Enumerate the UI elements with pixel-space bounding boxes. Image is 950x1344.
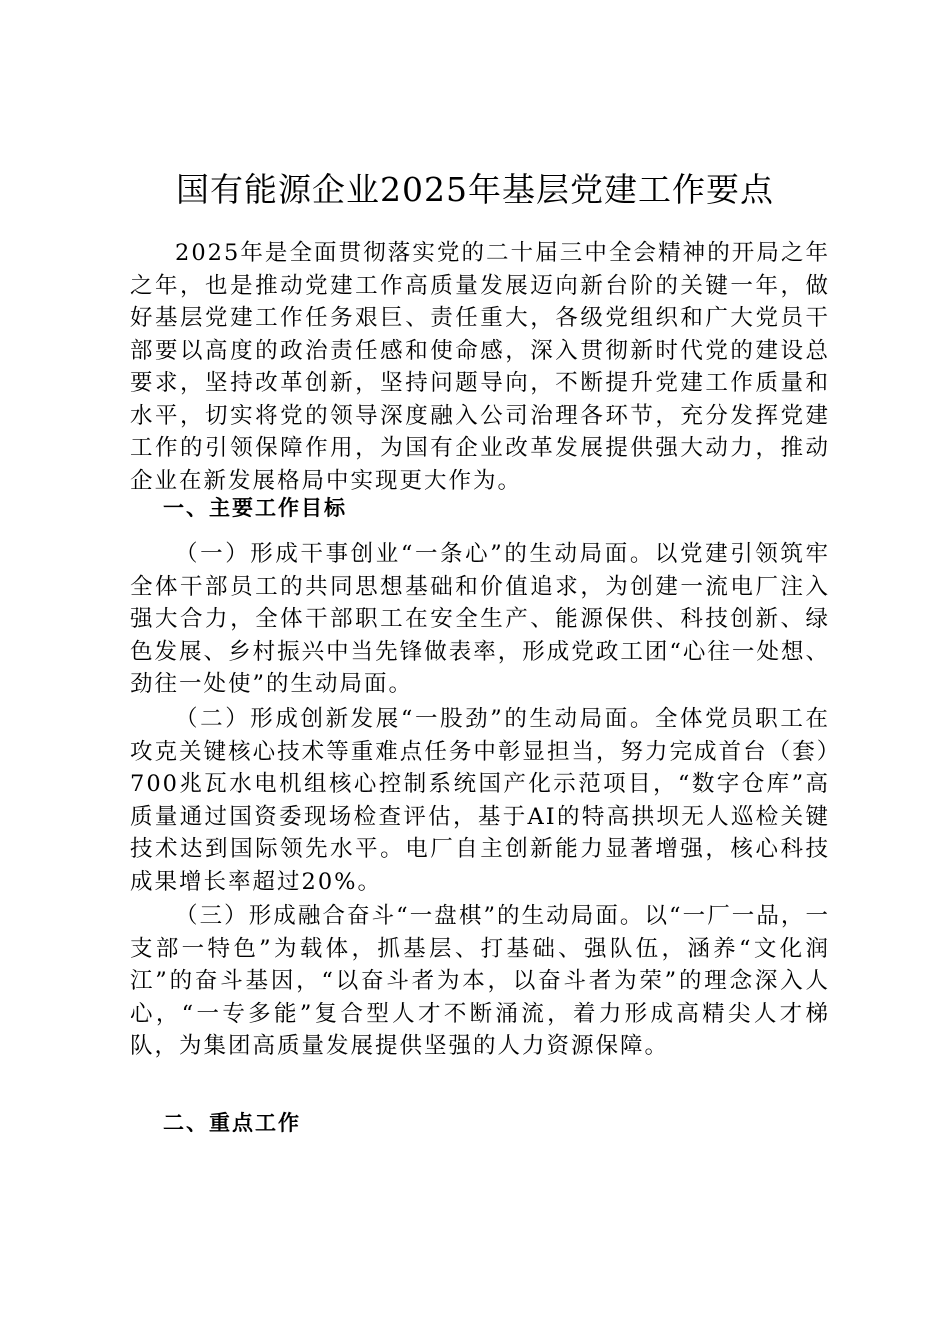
section-heading-goals: 一、主要工作目标 — [163, 496, 347, 520]
goal-paragraph-2: （二）形成创新发展“一股劲”的生动局面。全体党员职工在攻克关键核心技术等重难点任务中彰显担当，努力完成首台（套）700兆瓦水电机组核心控制系统国产化示范项目，“数字仓库”高质量通过国资委现场检查评估，基于AI的特高拱坝无人巡检关键技术达到国际领先水平。电厂自主创新能力显著增强，核心科技成果增长率超过20%。 — [130, 706, 830, 895]
intro-paragraph: 2025年是全面贯彻落实党的二十届三中全会精神的开局之年之年，也是推动党建工作高质量发展迈向新台阶的关键一年，做好基层党建工作任务艰巨、责任重大，各级党组织和广大党员干部要以高度的政治责任感和使命感，深入贯彻新时代党的建设总要求，坚持改革创新，坚持问题导向，不断提升党建工作质量和水平，切实将党的领导深度融入公司治理各环节，充分发挥党建工作的引领保障作用，为国有企业改革发展提供强大动力，推动企业在新发展格局中实现更大作为。 — [130, 240, 830, 494]
goal-paragraph-1: （一）形成干事创业“一条心”的生动局面。以党建引领筑牢全体干部员工的共同思想基础和价值追求，为创建一流电厂注入强大合力，全体干部职工在安全生产、能源保供、科技创新、绿色发展、乡村振兴中当先锋做表率，形成党政工团“心往一处想、劲往一处使”的生动局面。 — [130, 541, 830, 697]
document-title: 国有能源企业2025年基层党建工作要点 — [176, 170, 774, 209]
goal-paragraph-3: （三）形成融合奋斗“一盘棋”的生动局面。以“一厂一品，一支部一特色”为载体，抓基层、打基础、强队伍，涵养“文化润江”的奋斗基因，“以奋斗者为本，以奋斗者为荣”的理念深入人心，“一专多能”复合型人才不断涌流，着力形成高精尖人才梯队，为集团高质量发展提供坚强的人力资源保障。 — [130, 903, 830, 1059]
section-heading-key-work: 二、重点工作 — [163, 1111, 301, 1135]
